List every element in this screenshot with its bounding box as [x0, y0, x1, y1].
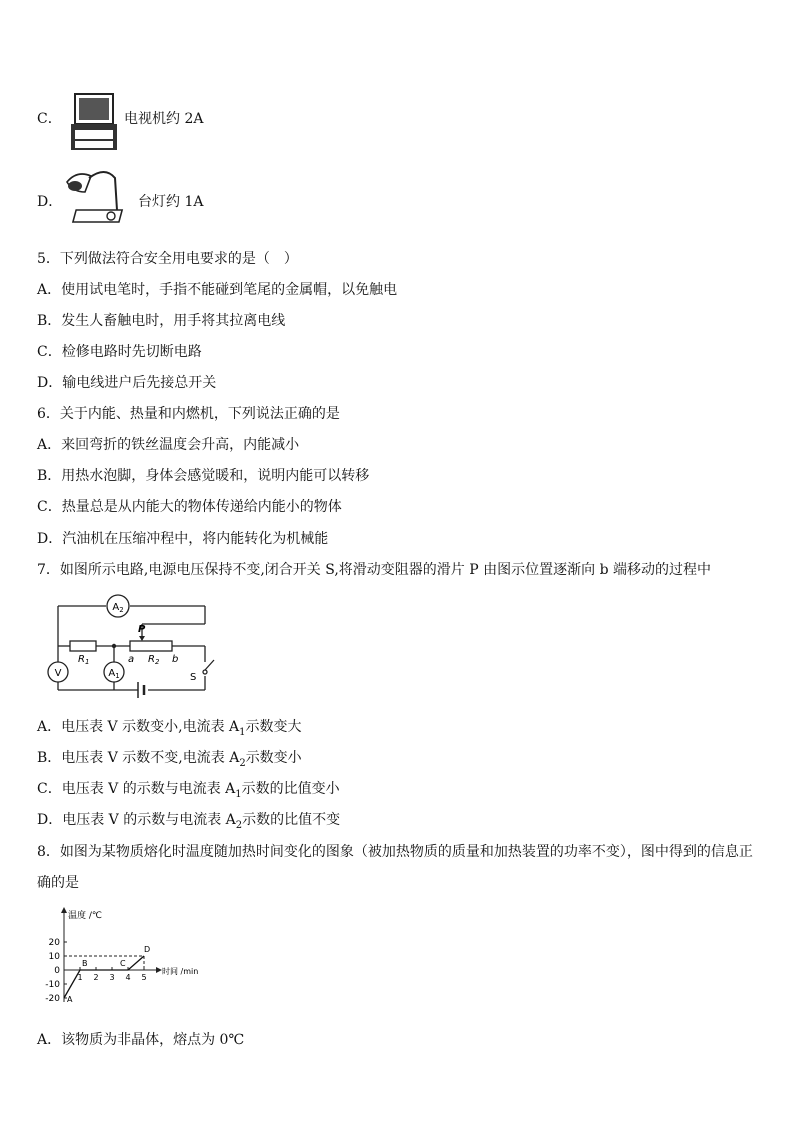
x-tick-label: 4	[125, 973, 131, 982]
y-tick-label: 10	[48, 952, 60, 962]
point-label-b: B	[82, 959, 88, 968]
q5-stem: 5．下列做法符合安全用电要求的是（ ）	[37, 251, 298, 267]
q6-option-d: D．汽油机在压缩冲程中，将内能转化为机械能	[37, 531, 329, 547]
desk-lamp-icon	[63, 162, 139, 234]
q7-option-b: B．电压表 V 示数不变,电流表 $A_2$示数变小	[37, 750, 302, 769]
y-axis-label: 温度 /℃	[68, 911, 103, 921]
q8-stem-line2: 确的是	[37, 875, 79, 891]
x-axis-label: 时间 /min	[162, 967, 199, 976]
q6-option-c: C．热量总是从内能大的物体传递给内能小的物体	[37, 499, 342, 515]
prev-option-c-text: 电视机约 2A	[124, 111, 204, 127]
q8-stem-line1: 8．如图为某物质熔化时温度随加热时间变化的图象（被加热物质的质量和加热装置的功率不变），图中得到的信息正	[37, 844, 753, 860]
q5-option-b: B．发生人畜触电时，用手将其拉离电线	[37, 313, 286, 329]
y-tick-label: -10	[45, 980, 60, 990]
slider-p-label: P	[138, 624, 146, 635]
terminal-a-label: a	[128, 654, 135, 665]
x-tick-label: 5	[141, 973, 147, 982]
q8-option-a: A．该物质为非晶体，熔点为 0℃	[37, 1032, 245, 1048]
switch-s-label: S	[190, 672, 197, 683]
temperature-time-chart	[36, 904, 206, 1008]
voltmeter-label: V	[54, 668, 62, 679]
q6-stem: 6．关于内能、热量和内燃机，下列说法正确的是	[37, 406, 340, 422]
q6-option-b: B．用热水泡脚，身体会感觉暖和，说明内能可以转移	[37, 468, 370, 484]
q7-option-c: C．电压表 V 的示数与电流表 $A_1$示数的比值变小	[37, 781, 340, 800]
terminal-b-label: b	[172, 654, 179, 665]
point-label-d: D	[144, 945, 151, 954]
y-axis-arrow	[61, 907, 67, 913]
q7-stem: 7．如图所示电路,电源电压保持不变,闭合开关 S,将滑动变阻器的滑片 P 由图示位置逐渐向 b 端移动的过程中	[37, 562, 711, 578]
q7-option-d: D．电压表 V 的示数与电流表 $A_2$示数的比值不变	[37, 812, 341, 831]
melting-curve	[64, 956, 147, 998]
circuit-diagram	[40, 592, 220, 704]
y-tick-label: -20	[45, 994, 60, 1004]
ammeter-a1-label: $A_1$	[108, 668, 120, 680]
r1-label: $R_1$	[78, 654, 90, 666]
prev-option-c-letter: C．	[37, 111, 62, 127]
q7-option-a: A．电压表 V 示数变小,电流表 $A_1$示数变大	[37, 719, 302, 738]
r2-label: $R_2$	[148, 654, 160, 666]
q6-option-a: A．来回弯折的铁丝温度会升高，内能减小	[37, 437, 300, 453]
y-tick-label: 20	[48, 938, 60, 948]
q5-option-a: A．使用试电笔时，手指不能碰到笔尾的金属帽，以免触电	[37, 282, 398, 298]
q5-option-c: C．检修电路时先切断电路	[37, 344, 202, 360]
ammeter-a2-label: $A_2$	[112, 602, 124, 614]
x-tick-label: 3	[109, 973, 115, 982]
q5-option-d: D．输电线进户后先接总开关	[37, 375, 217, 391]
x-tick-label: 1	[77, 973, 83, 982]
television-icon	[68, 92, 122, 152]
prev-option-d-text: 台灯约 1A	[138, 194, 204, 210]
prev-option-d-letter: D．	[37, 194, 63, 210]
x-tick-label: 2	[93, 973, 99, 982]
y-tick-label: 0	[54, 966, 60, 976]
point-label-c: C	[120, 959, 126, 968]
point-label-a: A	[67, 995, 73, 1004]
